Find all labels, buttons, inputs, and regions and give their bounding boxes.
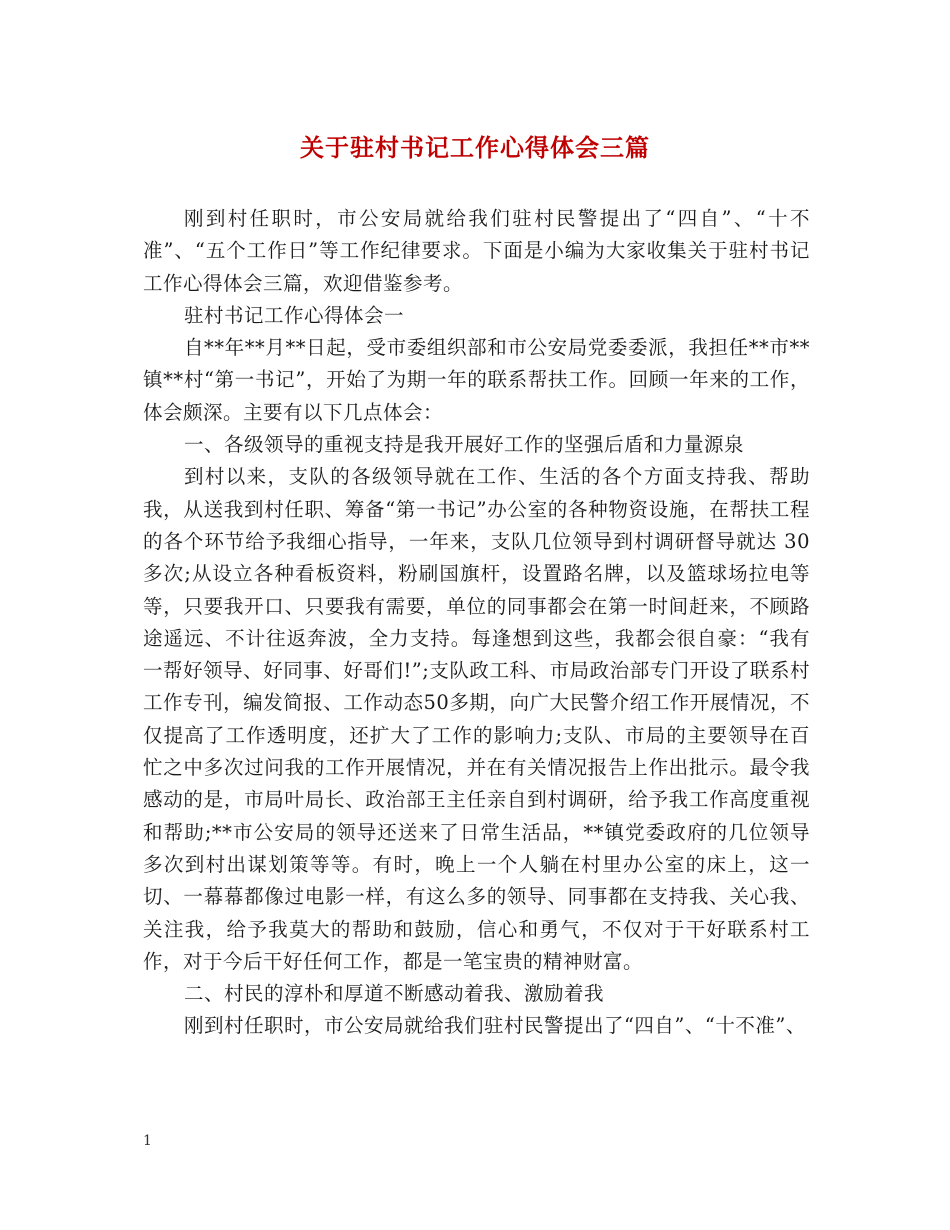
intro-paragraph: 刚到村任职时，市公安局就给我们驻村民警提出了“四自”、“十不准”、“五个工作日”等工作纪律要求。下面是小编为大家收集关于驻村书记工作心得体会三篇，欢迎借鉴参考。 xyxy=(143,207,810,295)
body-paragraph: 刚到村任职时，市公安局就给我们驻村民警提出了“四自”、“十不准”、 xyxy=(183,1014,806,1038)
page-number: 1 xyxy=(143,1133,152,1149)
section-heading-one: 驻村书记工作心得体会一 xyxy=(183,303,404,327)
body-paragraph: 自**年**月**日起，受市委组织部和市公安局党委委派，我担任**市**镇**村“第一书记”，开始了为期一年的联系帮扶工作。回顾一年来的工作，体会颇深。主要有以下几点体会： xyxy=(143,336,810,424)
subheading-two: 二、村民的淳朴和厚道不断感动着我、激励着我 xyxy=(183,982,604,1006)
body-paragraph: 到村以来，支队的各级领导就在工作、生活的各个方面支持我、帮助我，从送我到村任职、筹备“第一书记”办公室的各种物资设施，在帮扶工程的各个环节给予我细心指导，一年来，支队几位领导到村调研督导就达 30 多次;从设立各种看板资料，粉刷国旗杆，设置路名牌，以及篮球场拉电等等，只要我开口、只要我有需要，单位的同事都会在第一时间赶来，不顾路途遥远、不计往返奔波，全力支持。每逢想到这些，我都会很自豪：“我有一帮好领导、好同事、好哥们!”;支队政工科、市局政治部专门开设了联系村工作专刊，编发简报、工作动态50多期，向广大民警介绍工作开展情况，不仅提高了工作透明度，还扩大了工作的影响力;支队、市局的主要领导在百忙之中多次过问我的工作开展情况，并在有关情况报告上作出批示。最令我感动的是，市局叶局长、政治部王主任亲自到村调研，给予我工作高度重视和帮助;**市公安局的领导还送来了日常生活品，**镇党委政府的几位领导多次到村出谋划策等等。有时，晚上一个人躺在村里办公室的床上，这一切、一幕幕都像过电影一样，有这么多的领导、同事都在支持我、关心我、关注我，给予我莫大的帮助和鼓励，信心和勇气，不仅对于干好联系村工作，对于今后干好任何工作，都是一笔宝贵的精神财富。 xyxy=(143,465,810,973)
subheading-one: 一、各级领导的重视支持是我开展好工作的坚强后盾和力量源泉 xyxy=(183,433,744,457)
document-body xyxy=(143,203,810,1043)
document-title: 关于驻村书记工作心得体会三篇 xyxy=(300,133,650,162)
